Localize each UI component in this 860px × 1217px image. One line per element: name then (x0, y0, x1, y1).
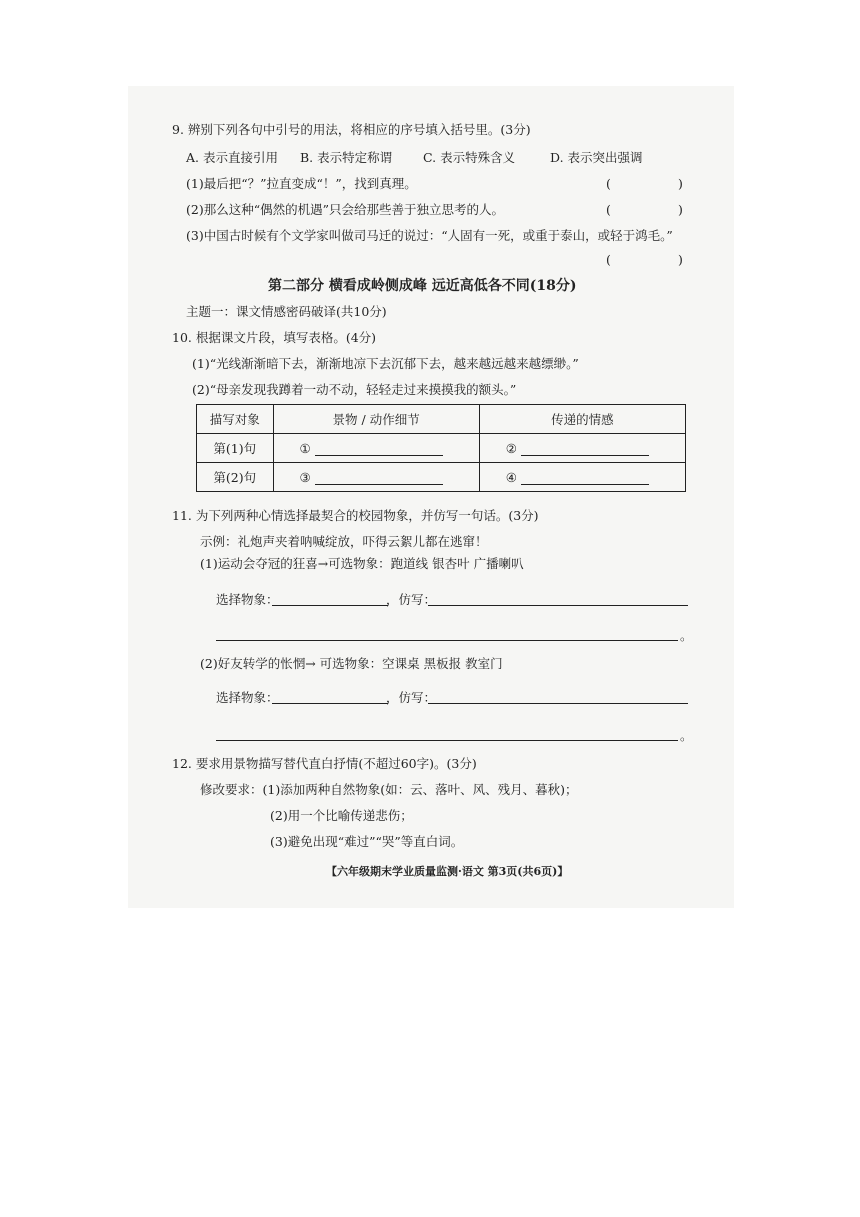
answer-paren-close-1: ) (678, 176, 683, 191)
q10-stem: 10. 根据课文片段，填写表格。(4分) (172, 330, 377, 345)
q9-stem: 9. 辨别下列各句中引号的用法，将相应的序号填入括号里。(3分) (172, 122, 531, 137)
q9-item-1: (1)最后把“？”拉直变成“！”，找到真理。 (186, 176, 417, 191)
table-row-label: 第(2)句 (197, 463, 274, 492)
part2-title: 第二部分 横看成岭侧成峰 远近高低各不同(18分) (268, 278, 577, 294)
table-header: 描写对象 (197, 405, 274, 434)
answer-blank[interactable] (315, 443, 443, 456)
q11-prompt-2: (2)好友转学的怅惘→ 可选物象：空课桌 黑板报 教室门 (200, 656, 503, 671)
circled-number: ② (505, 440, 517, 456)
answer-paren-open-2: ( (606, 202, 611, 217)
answer-blank[interactable] (315, 472, 443, 485)
choose-label-1: 选择物象： (216, 592, 279, 607)
q9-option-c: C. 表示特殊含义 (423, 150, 516, 165)
answer-cell-1[interactable] (273, 434, 479, 463)
page-footer: 【六年级期末学业质量监测·语文 第3页(共6页)】 (326, 865, 569, 878)
end-mark-2: 。 (680, 728, 693, 743)
answer-paren-close-2: ) (678, 202, 683, 217)
table-row-label: 第(1)句 (197, 434, 274, 463)
q10-table (196, 404, 686, 492)
answer-cell-4[interactable] (479, 463, 685, 492)
q9-option-b: B. 表示特定称谓 (300, 150, 393, 165)
q11-example: 示例：礼炮声夹着呐喊绽放，吓得云絮儿都在逃窜！ (200, 534, 488, 549)
q12-requirement-3: (3)避免出现“难过”“哭”等直白词。 (270, 834, 464, 849)
imitate-label-1: ，仿写： (386, 592, 437, 607)
q10-sentence-2: (2)“母亲发现我蹲着一动不动，轻轻走过来摸摸我的额头。” (192, 382, 517, 397)
choose-blank-2[interactable] (272, 703, 388, 704)
q12-requirement-1: 修改要求：(1)添加两种自然物象(如：云、落叶、风、残月、暮秋)； (200, 782, 578, 797)
q9-option-a: A. 表示直接引用 (186, 150, 278, 165)
circled-number: ③ (299, 469, 311, 485)
answer-paren-close-3: ) (678, 252, 683, 267)
choose-label-2: 选择物象： (216, 690, 279, 705)
q11-stem: 11. 为下列两种心情选择最契合的校园物象，并仿写一句话。(3分) (172, 508, 539, 523)
imitate-blank-1a[interactable] (428, 605, 688, 606)
imitate-blank-2a[interactable] (428, 703, 688, 704)
q12-requirement-2: (2)用一个比喻传递悲伤； (270, 808, 413, 823)
answer-paren-open-3: ( (606, 252, 611, 267)
q9-item-3: (3)中国古时候有个文学家叫做司马迁的说过：“人固有一死，或重于泰山，或轻于鸿毛。” (186, 228, 673, 243)
q9-item-2: (2)那么这种“偶然的机遇”只会给那些善于独立思考的人。 (186, 202, 504, 217)
q12-stem: 12. 要求用景物描写替代直白抒情(不超过60字)。(3分) (172, 756, 477, 771)
imitate-blank-2b[interactable] (216, 740, 678, 741)
imitate-label-2: ，仿写： (386, 690, 437, 705)
q10-sentence-1: (1)“光线渐渐暗下去，渐渐地凉下去沉郁下去，越来越远越来越缥缈。” (192, 356, 579, 371)
choose-blank-1[interactable] (272, 605, 388, 606)
circled-number: ④ (505, 469, 517, 485)
answer-blank[interactable] (521, 443, 649, 456)
q11-prompt-1: (1)运动会夺冠的狂喜→可选物象：跑道线 银杏叶 广播喇叭 (200, 556, 524, 571)
circled-number: ① (299, 440, 311, 456)
q9-option-d: D. 表示突出强调 (550, 150, 643, 165)
answer-cell-2[interactable] (479, 434, 685, 463)
imitate-blank-1b[interactable] (216, 640, 678, 641)
end-mark-1: 。 (680, 628, 693, 643)
table-header: 景物 / 动作细节 (273, 405, 479, 434)
table-header: 传递的情感 (479, 405, 685, 434)
answer-blank[interactable] (521, 472, 649, 485)
part2-theme: 主题一：课文情感密码破译(共10分) (186, 304, 387, 319)
answer-paren-open-1: ( (606, 176, 611, 191)
answer-cell-3[interactable] (273, 463, 479, 492)
